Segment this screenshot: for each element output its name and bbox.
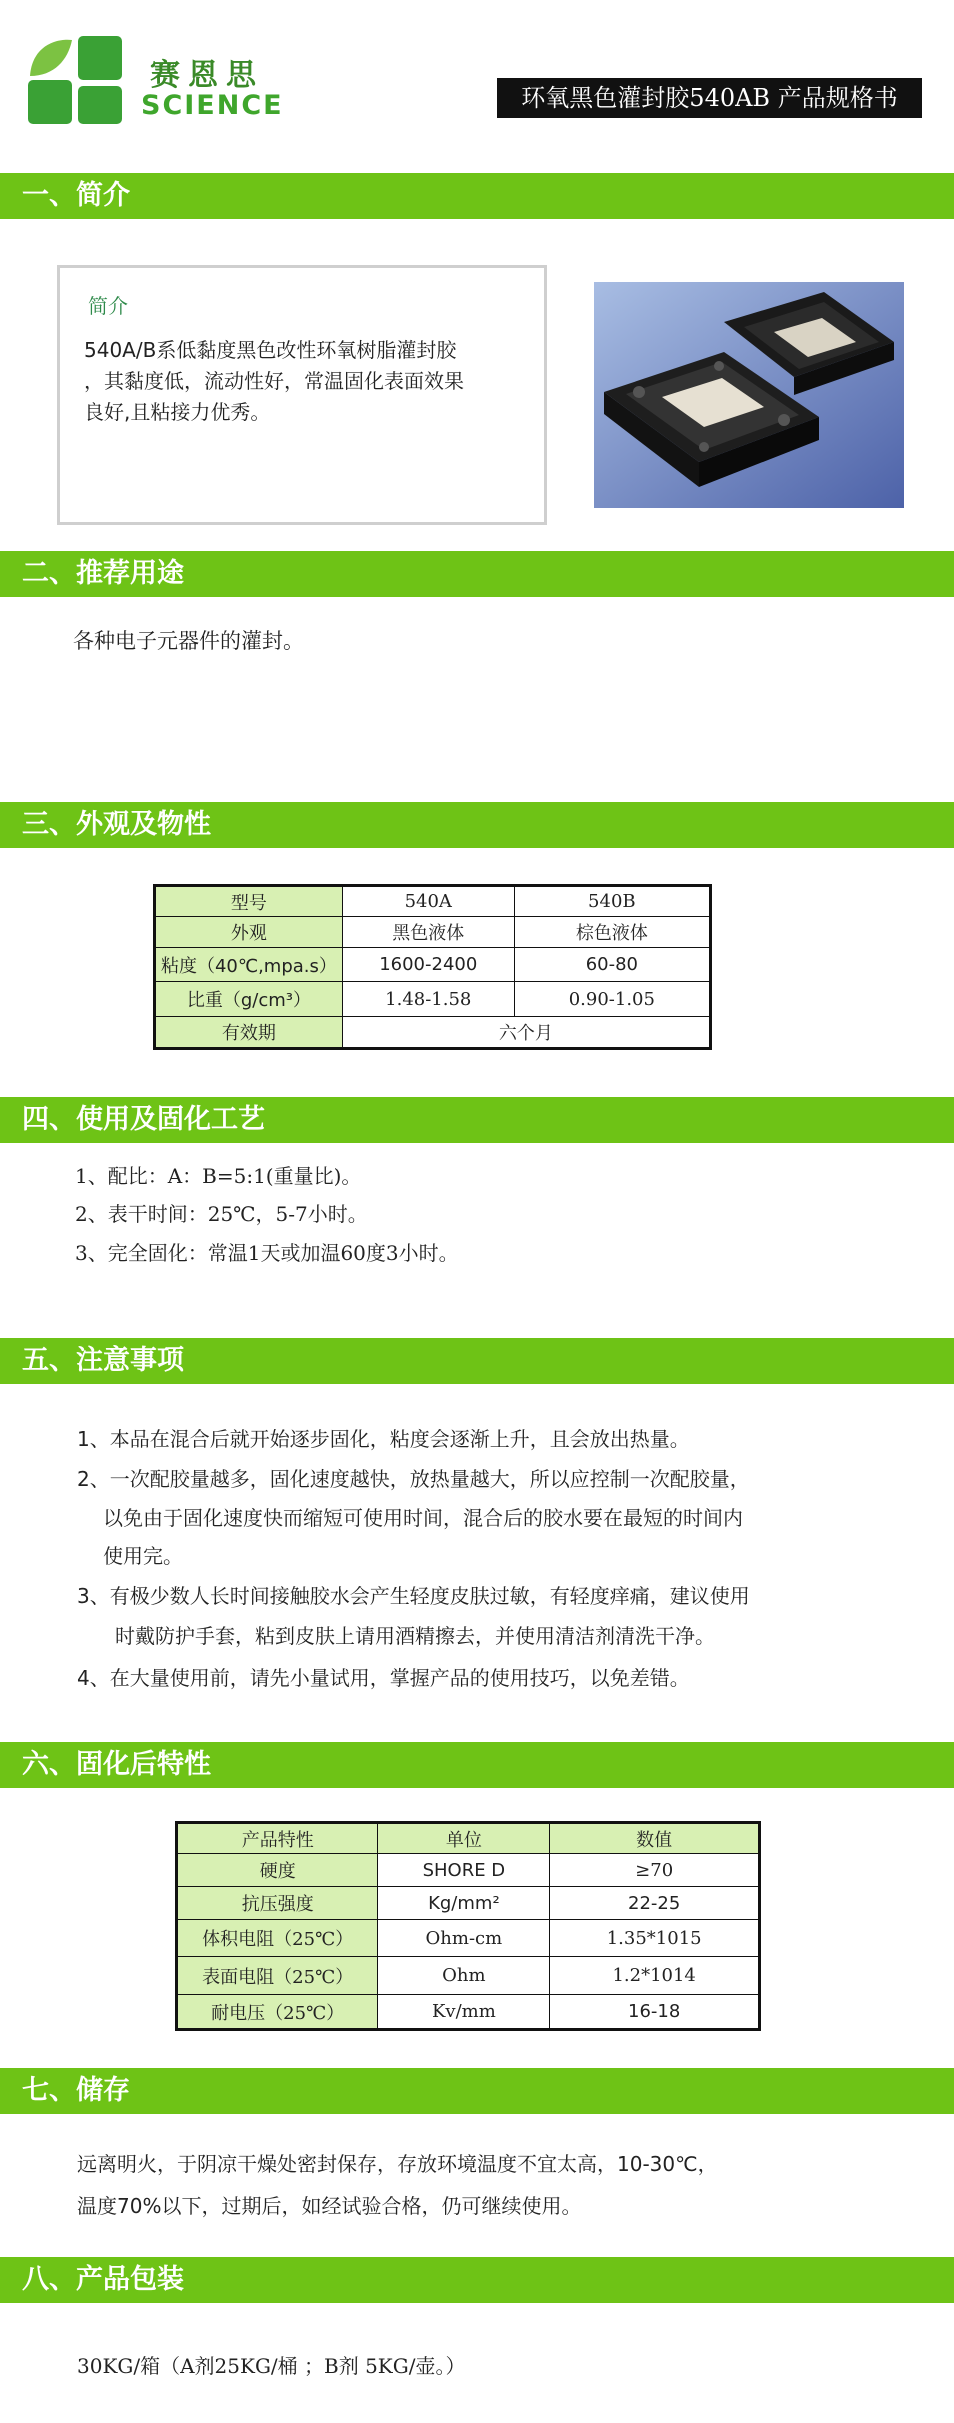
table-cell: 1.2*1014 bbox=[550, 1957, 760, 1995]
section-header-packaging: 八、产品包装 bbox=[0, 2257, 954, 2303]
table-row bbox=[177, 1995, 760, 2030]
intro-line: 良好,且粘接力优秀。 bbox=[84, 400, 271, 424]
table-header-cell: 数值 bbox=[550, 1823, 760, 1854]
table-cell: Ohm-cm bbox=[378, 1920, 550, 1957]
table-cell: Kv/mm bbox=[378, 1995, 550, 2030]
storage-line: 远离明火，于阴凉干燥处密封保存，存放环境温度不宜太高，10-30℃， bbox=[77, 2152, 718, 2176]
cured-properties-table bbox=[175, 1821, 761, 2031]
section-header-storage: 七、储存 bbox=[0, 2068, 954, 2114]
note-line: 4、在大量使用前，请先小量试用，掌握产品的使用技巧，以免差错。 bbox=[77, 1666, 690, 1690]
table-cell: 22-25 bbox=[550, 1887, 760, 1920]
table-cell: 抗压强度 bbox=[177, 1887, 378, 1920]
intro-line: ，其黏度低，流动性好，常温固化表面效果 bbox=[84, 369, 464, 393]
table-cell: 60-80 bbox=[514, 948, 710, 982]
table-cell: 1600-2400 bbox=[342, 948, 514, 982]
section-header-cured: 六、固化后特性 bbox=[0, 1742, 954, 1788]
table-row bbox=[177, 1957, 760, 1995]
table-row bbox=[155, 948, 711, 982]
table-cell: 有效期 bbox=[155, 1017, 343, 1049]
table-cell: 0.90-1.05 bbox=[514, 982, 710, 1017]
table-row bbox=[155, 982, 711, 1017]
section-header-notes: 五、注意事项 bbox=[0, 1338, 954, 1384]
table-cell: 黑色液体 bbox=[342, 917, 514, 948]
section-header-process: 四、使用及固化工艺 bbox=[0, 1097, 954, 1143]
table-cell: 型号 bbox=[155, 886, 343, 917]
table-cell: 耐电压（25℃） bbox=[177, 1995, 378, 2030]
note-line: 2、一次配胶量越多，固化速度越快，放热量越大，所以应控制一次配胶量， bbox=[77, 1467, 750, 1491]
usage-text: 各种电子元器件的灌封。 bbox=[73, 629, 304, 653]
brand-logo-icon bbox=[28, 36, 124, 132]
table-cell: 1.48-1.58 bbox=[342, 982, 514, 1017]
intro-line: 540A/B系低黏度黑色改性环氧树脂灌封胶 bbox=[84, 338, 457, 362]
table-row bbox=[177, 1854, 760, 1887]
table-cell: SHORE D bbox=[378, 1854, 550, 1887]
storage-line: 温度70%以下，过期后，如经试验合格，仍可继续使用。 bbox=[77, 2194, 582, 2218]
product-photo bbox=[594, 282, 904, 508]
table-header-cell: 单位 bbox=[378, 1823, 550, 1854]
table-cell: 棕色液体 bbox=[514, 917, 710, 948]
properties-table bbox=[153, 884, 712, 1050]
document-title: 环氧黑色灌封胶540AB 产品规格书 bbox=[497, 78, 922, 118]
table-cell: 540A bbox=[342, 886, 514, 917]
table-cell: 540B bbox=[514, 886, 710, 917]
note-line: 时戴防护手套，粘到皮肤上请用酒精擦去，并使用清洁剂清洗干净。 bbox=[115, 1624, 715, 1648]
section-header-intro: 一、简介 bbox=[0, 173, 954, 219]
intro-paragraph bbox=[84, 335, 524, 428]
note-line: 使用完。 bbox=[103, 1544, 183, 1568]
table-cell: 粘度（40℃,mpa.s） bbox=[155, 948, 343, 982]
section-header-properties: 三、外观及物性 bbox=[0, 802, 954, 848]
table-cell: 比重（g/cm³） bbox=[155, 982, 343, 1017]
table-header-row bbox=[177, 1823, 760, 1854]
process-line: 3、完全固化：常温1天或加温60度3小时。 bbox=[75, 1241, 459, 1265]
table-cell: 体积电阻（25℃） bbox=[177, 1920, 378, 1957]
table-cell: Kg/mm² bbox=[378, 1887, 550, 1920]
section-header-usage: 二、推荐用途 bbox=[0, 551, 954, 597]
table-cell: 外观 bbox=[155, 917, 343, 948]
process-line: 2、表干时间：25℃，5-7小时。 bbox=[75, 1202, 368, 1226]
brand-name-cn: 赛恩思 bbox=[150, 58, 264, 93]
table-cell: ≥70 bbox=[550, 1854, 760, 1887]
table-cell: 表面电阻（25℃） bbox=[177, 1957, 378, 1995]
table-row bbox=[155, 917, 711, 948]
table-row bbox=[155, 1017, 711, 1049]
table-row bbox=[177, 1887, 760, 1920]
table-cell: 硬度 bbox=[177, 1854, 378, 1887]
table-row bbox=[177, 1920, 760, 1957]
note-line: 1、本品在混合后就开始逐步固化，粘度会逐渐上升，且会放出热量。 bbox=[77, 1427, 690, 1451]
packaging-text: 30KG/箱（A剂25KG/桶 ；B剂 5KG/壶。） bbox=[77, 2354, 466, 2378]
note-line: 以免由于固化速度快而缩短可使用时间，混合后的胶水要在最短的时间内 bbox=[103, 1506, 743, 1530]
process-line: 1、配比：A：B=5:1(重量比)。 bbox=[75, 1164, 362, 1188]
table-row bbox=[155, 886, 711, 917]
intro-heading: 简介 bbox=[88, 294, 128, 318]
brand-name-en: SCIENCE bbox=[141, 90, 284, 121]
table-header-cell: 产品特性 bbox=[177, 1823, 378, 1854]
table-cell: 1.35*1015 bbox=[550, 1920, 760, 1957]
note-line: 3、有极少数人长时间接触胶水会产生轻度皮肤过敏，有轻度痒痛，建议使用 bbox=[77, 1584, 750, 1608]
table-cell: Ohm bbox=[378, 1957, 550, 1995]
table-cell: 六个月 bbox=[342, 1017, 710, 1049]
table-cell: 16-18 bbox=[550, 1995, 760, 2030]
